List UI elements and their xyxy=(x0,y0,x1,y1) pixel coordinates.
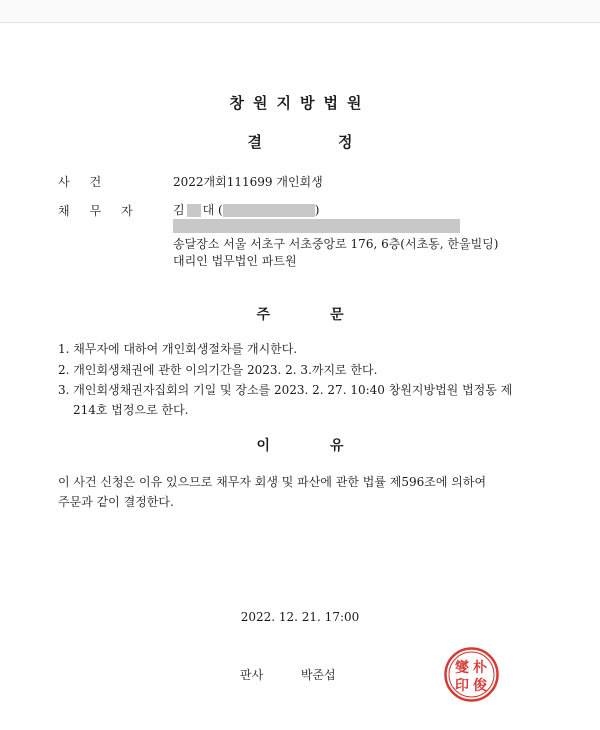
seal-char-1: 朴 xyxy=(473,660,487,676)
order-item-1: 1. 채무자에 대하여 개인회생절차를 개시한다. xyxy=(58,342,298,356)
reason-line-1: 이 사건 신청은 이유 있으므로 채무자 회생 및 파산에 관한 법률 제596조에 의하여 xyxy=(58,475,487,489)
debtor-name-suffix: 대 xyxy=(202,203,215,217)
order-item-2: 2. 개인회생채권에 관한 이의기간을 2023. 2. 3.까지로 한다. xyxy=(58,363,378,377)
seal-char-3: 燮 xyxy=(455,660,469,676)
seal-char-4: 印 xyxy=(455,678,469,694)
seal-char-2: 俊 xyxy=(473,678,487,694)
case-number: 2022개회111699 개인회생 xyxy=(173,175,323,189)
decision-date: 2022. 12. 21. 17:00 xyxy=(240,610,360,624)
judge-title: 판사 xyxy=(240,668,264,682)
service-address: 송달장소 서울 서초구 서초중앙로 176, 6층(서초동, 한울빌딩) xyxy=(173,237,499,251)
order-heading: 주문 xyxy=(256,307,404,323)
redaction-block xyxy=(223,204,315,217)
paren-open: ( xyxy=(218,203,223,217)
page-top-edge xyxy=(0,0,600,23)
judge-name: 박준섭 xyxy=(300,668,336,682)
order-item-3: 3. 개인회생채권자집회의 기일 및 장소를 2023. 2. 27. 10:40 창원지방법원 법정동 제 xyxy=(58,383,513,397)
order-item-3-continued: 214호 법정으로 한다. xyxy=(73,403,189,417)
redaction-block xyxy=(187,204,201,217)
judge-seal-icon xyxy=(443,646,500,703)
reason-line-2: 주문과 같이 결정한다. xyxy=(58,495,174,509)
document-title: 결정 xyxy=(247,133,429,151)
case-label: 사건 xyxy=(58,175,122,189)
redacted-address xyxy=(173,219,460,233)
debtor-name-prefix: 김 xyxy=(173,203,185,217)
judge-signature xyxy=(240,666,336,683)
paren-close: ) xyxy=(314,203,320,217)
debtor-label: 채무자 xyxy=(58,204,153,218)
debtor-name-line xyxy=(173,201,319,218)
legal-agent: 대리인 법무법인 파트원 xyxy=(173,254,297,268)
court-name: 창원지방법원 xyxy=(229,94,371,112)
reason-heading: 이유 xyxy=(256,438,404,454)
